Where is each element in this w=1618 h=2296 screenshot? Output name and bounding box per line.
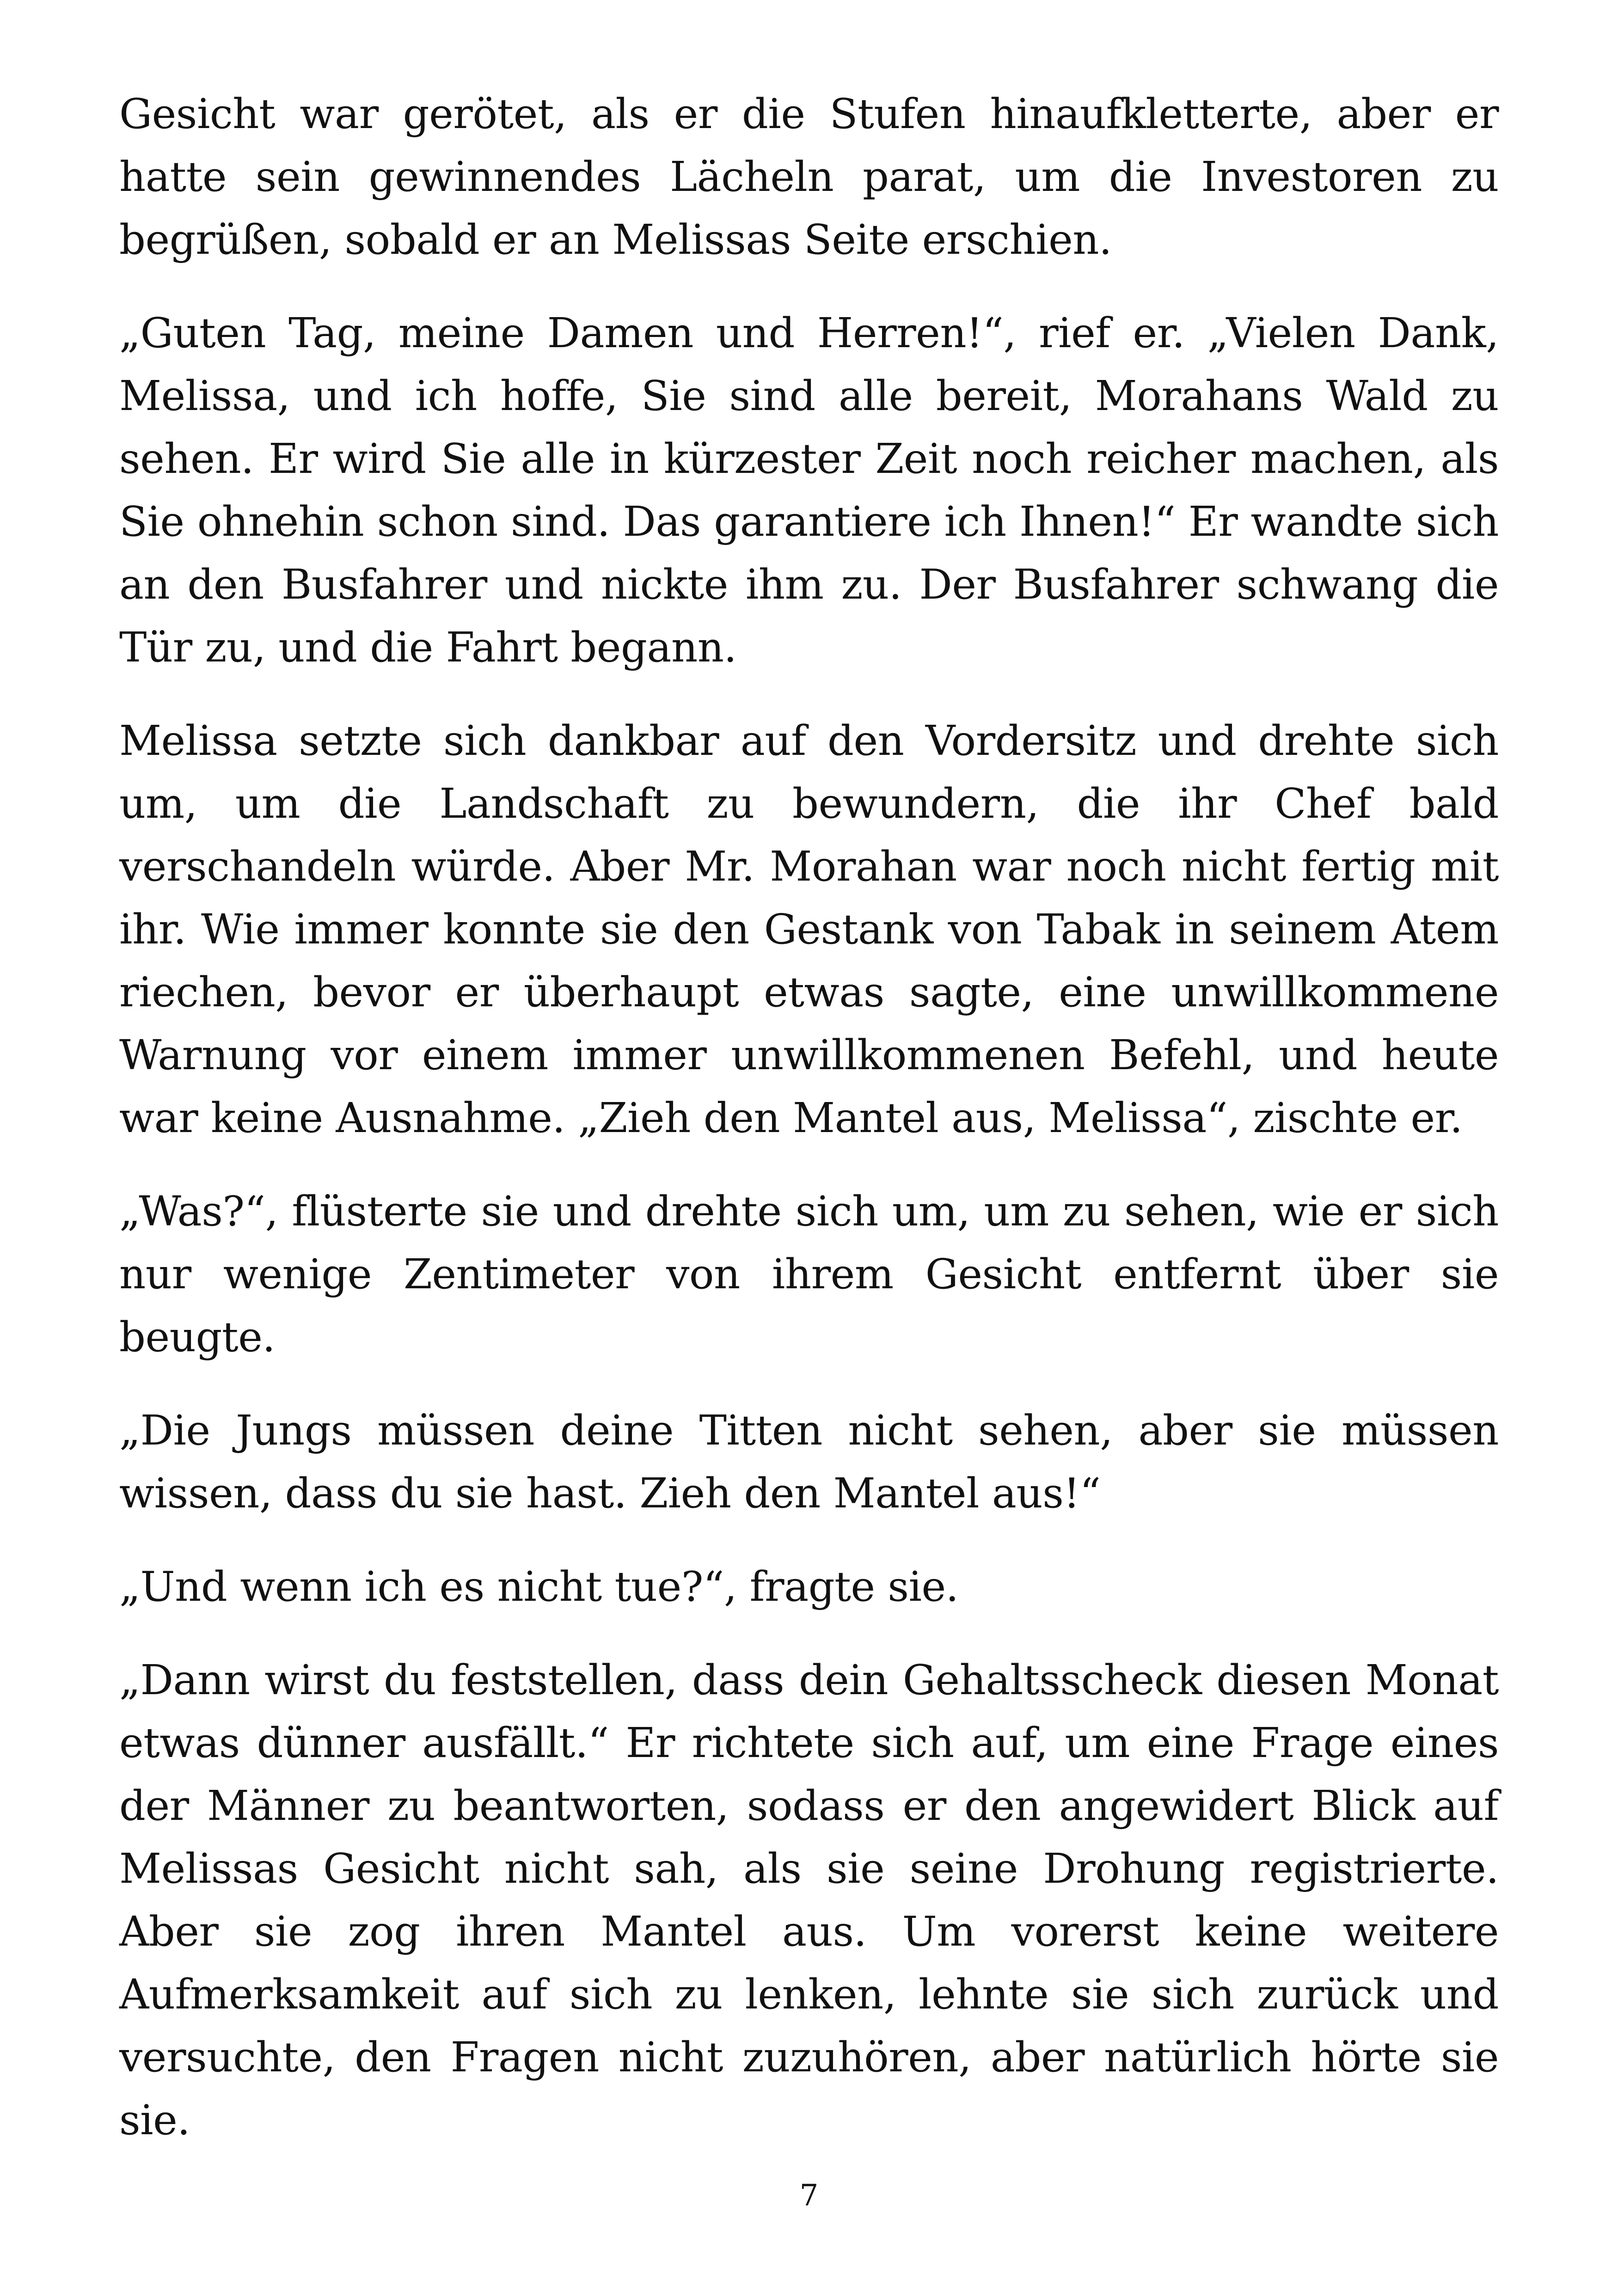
body-text [119,82,1499,2182]
paragraph: „Und wenn ich es nicht tue?“, fragte sie. [119,1562,959,1610]
paragraph: Gesicht war gerötet, als er die Stufen hinaufkletterte, aber er hatte sein gewinnendes Lächeln parat, um die Investoren zu begrüßen, sobald er an Melissas Seite erschien. [119,90,1499,263]
page-number: 7 [799,2179,819,2213]
paragraph: „Was?“, flüsterte sie und drehte sich um, um zu sehen, wie er sich nur wenige Zentimeter von ihrem Gesicht entfernt über sie beugte. [119,1187,1499,1361]
paragraph: „Dann wirst du feststellen, dass dein Gehaltsscheck diesen Monat etwas dünner ausfällt.“ Er richtete sich auf, um eine Frage eines der Männer zu beantworten, sodass er den angewidert Blick auf Melissas Gesicht nicht sah, als sie seine Drohung registrierte. Aber sie zog ihren Mantel aus. Um vorerst keine weitere Aufmerksamkeit auf sich zu lenken, lehnte sie sich zurück und versuchte, den Fragen nicht zuzuhören, aber natürlich hörte sie sie. [119,1656,1499,2144]
paragraph: „Guten Tag, meine Damen und Herren!“, rief er. „Vielen Dank, Melissa, und ich hoffe, Sie sind alle bereit, Morahans Wald zu sehen. Er wird Sie alle in kürzester Zeit noch reicher machen, als Sie ohnehin schon sind. Das garantiere ich Ihnen!“ Er wandte sich an den Busfahrer und nickte ihm zu. Der Busfahrer schwang die Tür zu, und die Fahrt begann. [119,309,1499,671]
paragraph: „Die Jungs müssen deine Titten nicht sehen, aber sie müssen wissen, dass du sie hast. Zieh den Mantel aus!“ [119,1406,1499,1517]
paragraph: Melissa setzte sich dankbar auf den Vordersitz und drehte sich um, um die Landschaft zu bewundern, die ihr Chef bald verschandeln würde. Aber Mr. Morahan war noch nicht fertig mit ihr. Wie immer konnte sie den Gestank von Tabak in seinem Atem riechen, bevor er überhaupt etwas sagte, eine unwillkommene Warnung vor einem immer unwillkommenen Befehl, und heute war keine Ausnahme. „Zieh den Mantel aus, Melissa“, zischte er. [119,716,1499,1142]
